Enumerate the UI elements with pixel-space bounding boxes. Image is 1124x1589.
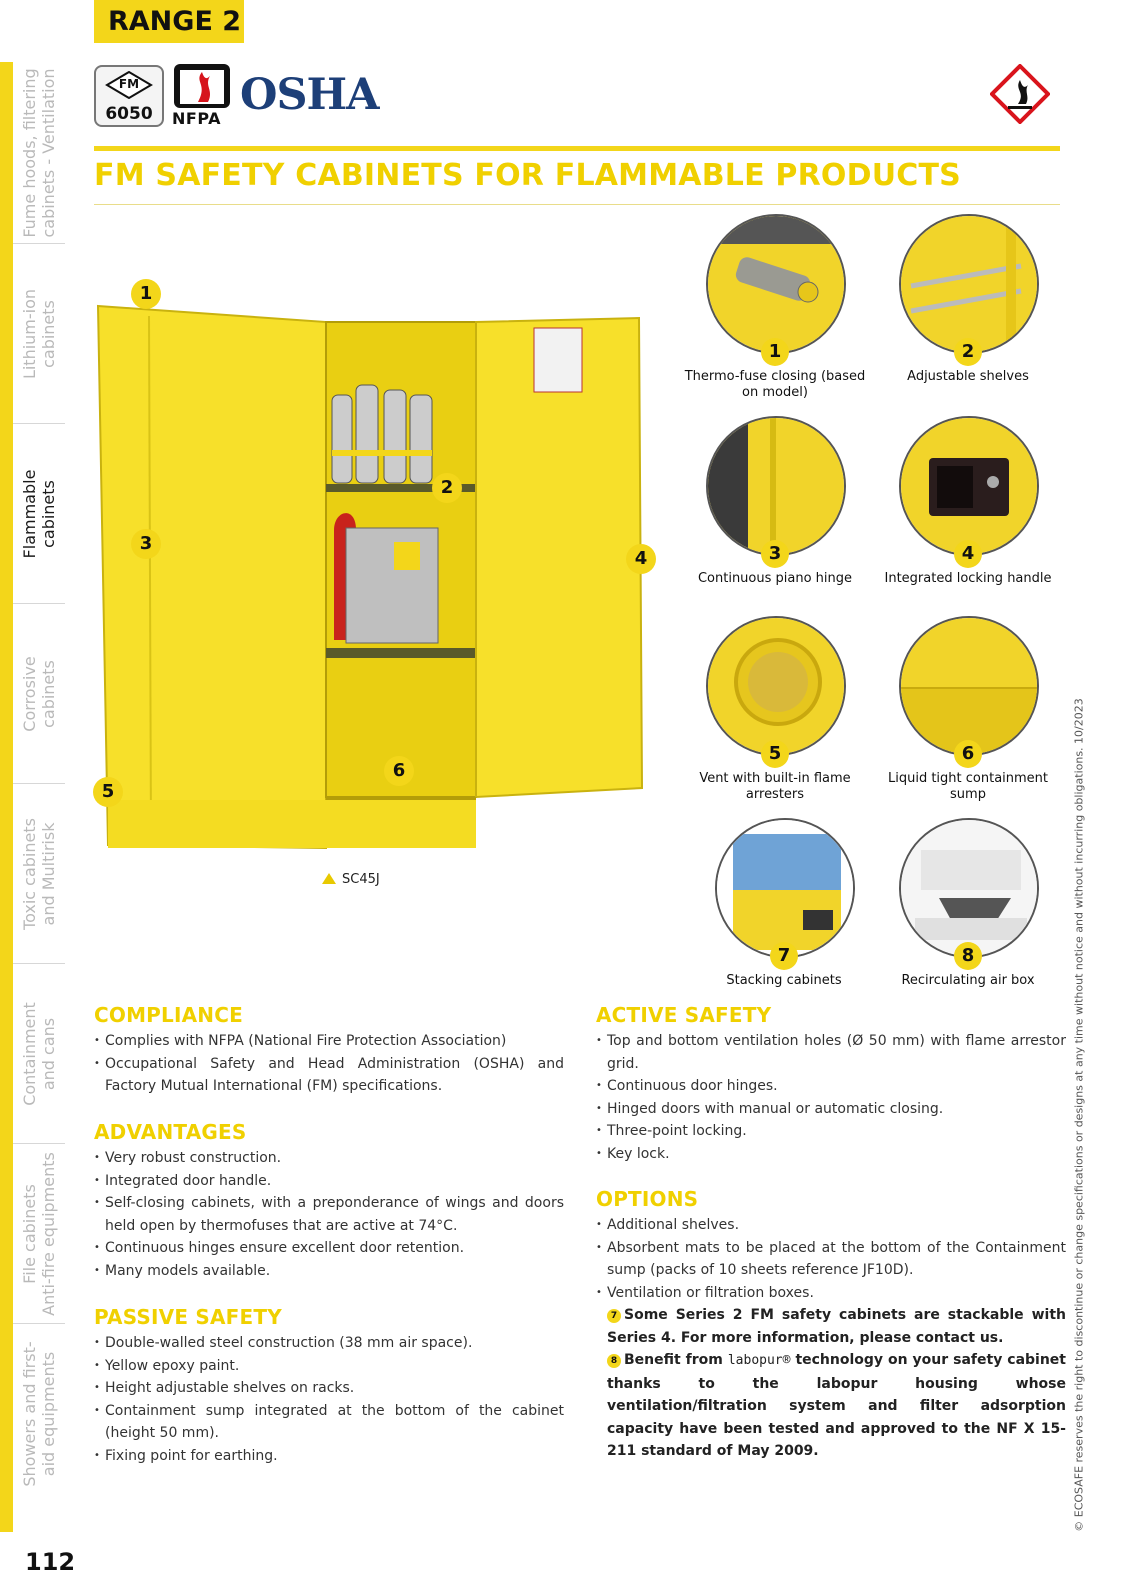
advantages-section [94, 1120, 564, 1282]
feature-badge: 7 [770, 942, 798, 970]
option-note-stacking [596, 1304, 1066, 1349]
stacking-cabinets-photo [715, 818, 855, 958]
feature-label: Vent with built-in flame arresters [699, 771, 851, 802]
feature-label: Adjustable shelves [907, 369, 1029, 384]
feature-badge: 3 [761, 540, 789, 568]
copyright-notice: © ECOSAFE reserves the right to discontinue or change specifications or designs at any time without notice and without incurring obligations. 10/2023 [1072, 698, 1086, 1532]
title-divider [94, 204, 1060, 205]
flammable-hazard-icon [990, 64, 1050, 124]
list-item: • Height adjustable shelves on racks. [94, 1377, 564, 1400]
page-number: 112 [25, 1548, 76, 1576]
sidebar-tab-containment[interactable] [13, 964, 65, 1144]
list-item: • Occupational Safety and Head Administration (OSHA) and Factory Mutual International (FM) specifications. [94, 1053, 564, 1098]
list-item: • Hinged doors with manual or automatic closing. [596, 1098, 1066, 1121]
thermo-fuse-photo [706, 214, 846, 354]
feature-badge: 4 [954, 540, 982, 568]
active-safety-section [596, 1003, 1066, 1165]
page-title: FM SAFETY CABINETS FOR FLAMMABLE PRODUCTS [94, 158, 961, 193]
sidebar-tab-label: Lithium-ion cabinets [20, 288, 58, 379]
list-item: • Very robust construction. [94, 1147, 564, 1170]
cabinet-illustration [94, 300, 654, 870]
active-safety-heading: ACTIVE SAFETY [596, 1003, 772, 1027]
note-badge: 7 [607, 1309, 621, 1323]
caption-triangle-icon [322, 873, 336, 884]
list-item: • Containment sump integrated at the bottom of the cabinet (height 50 mm). [94, 1400, 564, 1445]
compliance-section [94, 1003, 564, 1098]
piano-hinge-photo [706, 416, 846, 556]
sidebar-tab-fume-hoods[interactable] [13, 62, 65, 244]
nfpa-logo [172, 64, 234, 128]
list-item: • Three-point locking. [596, 1120, 1066, 1143]
illustration-marker-5: 5 [93, 777, 123, 807]
sidebar-tab-label: Toxic cabinets and Multirisk [20, 817, 58, 930]
illustration-marker-6: 6 [384, 756, 414, 786]
locking-handle-photo [899, 416, 1039, 556]
labopur-brand: labopur® [727, 1353, 791, 1368]
fm-logo-number: 6050 [105, 104, 153, 124]
feature-badge: 2 [954, 338, 982, 366]
sidebar-tab-lithium-ion[interactable] [13, 244, 65, 424]
feature-label: Liquid tight containment sump [887, 771, 1049, 802]
feature-label: Thermo-fuse closing (based on model) [684, 369, 866, 400]
list-item: • Integrated door handle. [94, 1170, 564, 1193]
sidebar-tab-flammable[interactable] [13, 424, 65, 604]
note-text-before: Benefit from [624, 1352, 723, 1368]
adjustable-shelves-photo [899, 214, 1039, 354]
feature-label: Recirculating air box [901, 973, 1035, 988]
list-item: • Ventilation or filtration boxes. [596, 1282, 1066, 1305]
vent-photo [706, 616, 846, 756]
illustration-marker-3: 3 [131, 529, 161, 559]
feature-badge: 5 [761, 740, 789, 768]
list-item: • Double-walled steel construction (38 mm air space). [94, 1332, 564, 1355]
sidebar-tab-file-cabinets[interactable] [13, 1144, 65, 1324]
list-item: • Absorbent mats to be placed at the bottom of the Containment sump (packs of 10 sheets reference JF10D). [596, 1237, 1066, 1282]
list-item: • Many models available. [94, 1260, 564, 1283]
feature-badge: 8 [954, 942, 982, 970]
compliance-heading: COMPLIANCE [94, 1003, 243, 1027]
list-item: • Fixing point for earthing. [94, 1445, 564, 1468]
passive-safety-section [94, 1305, 564, 1467]
range-badge: RANGE 2 [94, 0, 244, 43]
advantages-list [94, 1147, 564, 1282]
note-text: Some Series 2 FM safety cabinets are stackable with Series 4. For more information, please contact us. [607, 1307, 1066, 1346]
fm-logo-text: FM [118, 77, 140, 91]
note-text-after: technology on your safety cabinet thanks to the labopur housing whose ventilation/filtration system and filter adsorption capacity have been tested and approved to the NF X 15-211 standard of May 2009. [607, 1352, 1066, 1459]
sidebar-tab-showers[interactable] [13, 1324, 65, 1504]
sidebar-tab-label: File cabinets Anti-fire equipments [20, 1151, 58, 1316]
air-box-photo [899, 818, 1039, 958]
sidebar-tab-label: Fume hoods, filtering cabinets - Ventilation [20, 67, 58, 238]
list-item: • Yellow epoxy paint. [94, 1355, 564, 1378]
list-item: • Continuous hinges ensure excellent door retention. [94, 1237, 564, 1260]
passive-safety-heading: PASSIVE SAFETY [94, 1305, 282, 1329]
feature-label: Continuous piano hinge [697, 571, 853, 586]
note-badge: 8 [607, 1354, 621, 1368]
header-divider [94, 146, 1060, 151]
list-item: • Additional shelves. [596, 1214, 1066, 1237]
feature-badge: 1 [761, 338, 789, 366]
sidebar-accent-bar [0, 62, 13, 1532]
sidebar-tab-label: Corrosive cabinets [20, 655, 58, 732]
osha-logo: OSHA [240, 70, 379, 120]
illustration-marker-1: 1 [131, 279, 161, 309]
options-section [596, 1187, 1066, 1463]
fm-approval-logo [94, 65, 164, 127]
options-heading: OPTIONS [596, 1187, 699, 1211]
product-caption [322, 872, 380, 887]
options-list [596, 1214, 1066, 1463]
feature-badge: 6 [954, 740, 982, 768]
product-reference: SC45J [342, 872, 380, 887]
sidebar-tab-label: Showers and first- aid equipments [20, 1341, 58, 1487]
passive-safety-list [94, 1332, 564, 1467]
nfpa-logo-text: NFPA [172, 109, 221, 128]
list-item: • Self-closing cabinets, with a preponderance of wings and doors held open by thermofuses that are active at 74°C. [94, 1192, 564, 1237]
list-item: • Complies with NFPA (National Fire Protection Association) [94, 1030, 564, 1053]
sidebar-tab-toxic[interactable] [13, 784, 65, 964]
active-safety-list [596, 1030, 1066, 1165]
feature-label: Integrated locking handle [884, 571, 1052, 586]
nfpa-flame-icon [174, 64, 230, 108]
sidebar-tab-corrosive[interactable] [13, 604, 65, 784]
list-item: • Top and bottom ventilation holes (Ø 50 mm) with flame arrestor grid. [596, 1030, 1066, 1075]
list-item: • Key lock. [596, 1143, 1066, 1166]
compliance-list [94, 1030, 564, 1098]
advantages-heading: ADVANTAGES [94, 1120, 247, 1144]
containment-sump-photo [899, 616, 1039, 756]
list-item: • Continuous door hinges. [596, 1075, 1066, 1098]
sidebar-tab-label: Containment and cans [20, 1001, 58, 1106]
option-note-labopur [596, 1349, 1066, 1463]
illustration-marker-2: 2 [432, 473, 462, 503]
feature-label: Stacking cabinets [726, 973, 842, 988]
illustration-marker-4: 4 [626, 544, 656, 574]
sidebar-tab-label: Flammable cabinets [20, 469, 58, 558]
